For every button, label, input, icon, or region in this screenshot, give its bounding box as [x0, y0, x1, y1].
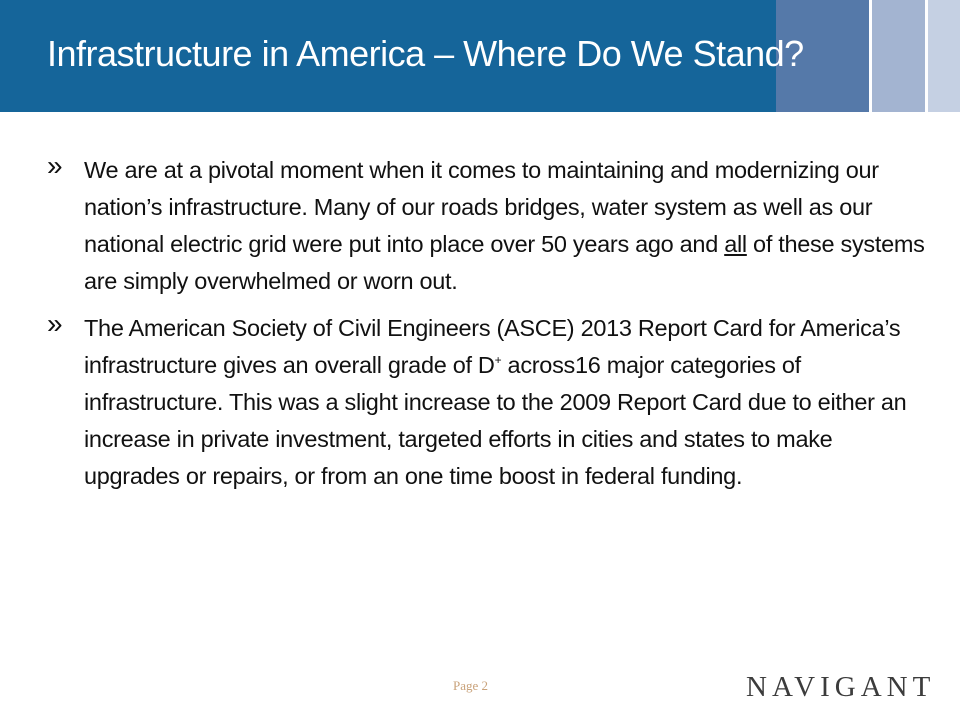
bullet-2-superscript: +: [494, 353, 502, 368]
bullet-1-text-end: of these systems are simply overwhelmed or worn out.: [84, 231, 925, 294]
bullet-2-text: The American Society of Civil Engineers (ASCE) 2013 Report Card for America’s infrastructure gives an overall grade of D: [84, 315, 901, 378]
bullet-item-1: [47, 152, 927, 300]
slide-title: Infrastructure in America – Where Do We Stand?: [47, 33, 804, 74]
bullet-item-2: [47, 310, 927, 495]
bullet-1-text: We are at a pivotal moment when it comes to maintaining and modernizing our nation’s infrastructure. Many of our roads bridges, water system as well as our national electric grid were put into place over 50 years ago and: [84, 157, 879, 257]
banner-stripe-2: [872, 0, 925, 112]
page-number: Page 2: [453, 678, 489, 693]
bullet-list: [47, 152, 927, 505]
bullet-marker-icon: »: [47, 308, 63, 339]
bullet-2-text-end: across16 major categories of infrastructure. This was a slight increase to the 2009 Report Card due to either an increase in private investment, targeted efforts in cities and states to make upgrades or repairs, or from an one time boost in federal funding.: [84, 352, 907, 489]
banner-stripe-3: [928, 0, 960, 112]
navigant-logo: NAVIGANT: [746, 671, 936, 703]
title-banner: [0, 0, 960, 112]
bullet-1-underlined: all: [724, 231, 747, 257]
bullet-marker-icon: »: [47, 150, 63, 181]
